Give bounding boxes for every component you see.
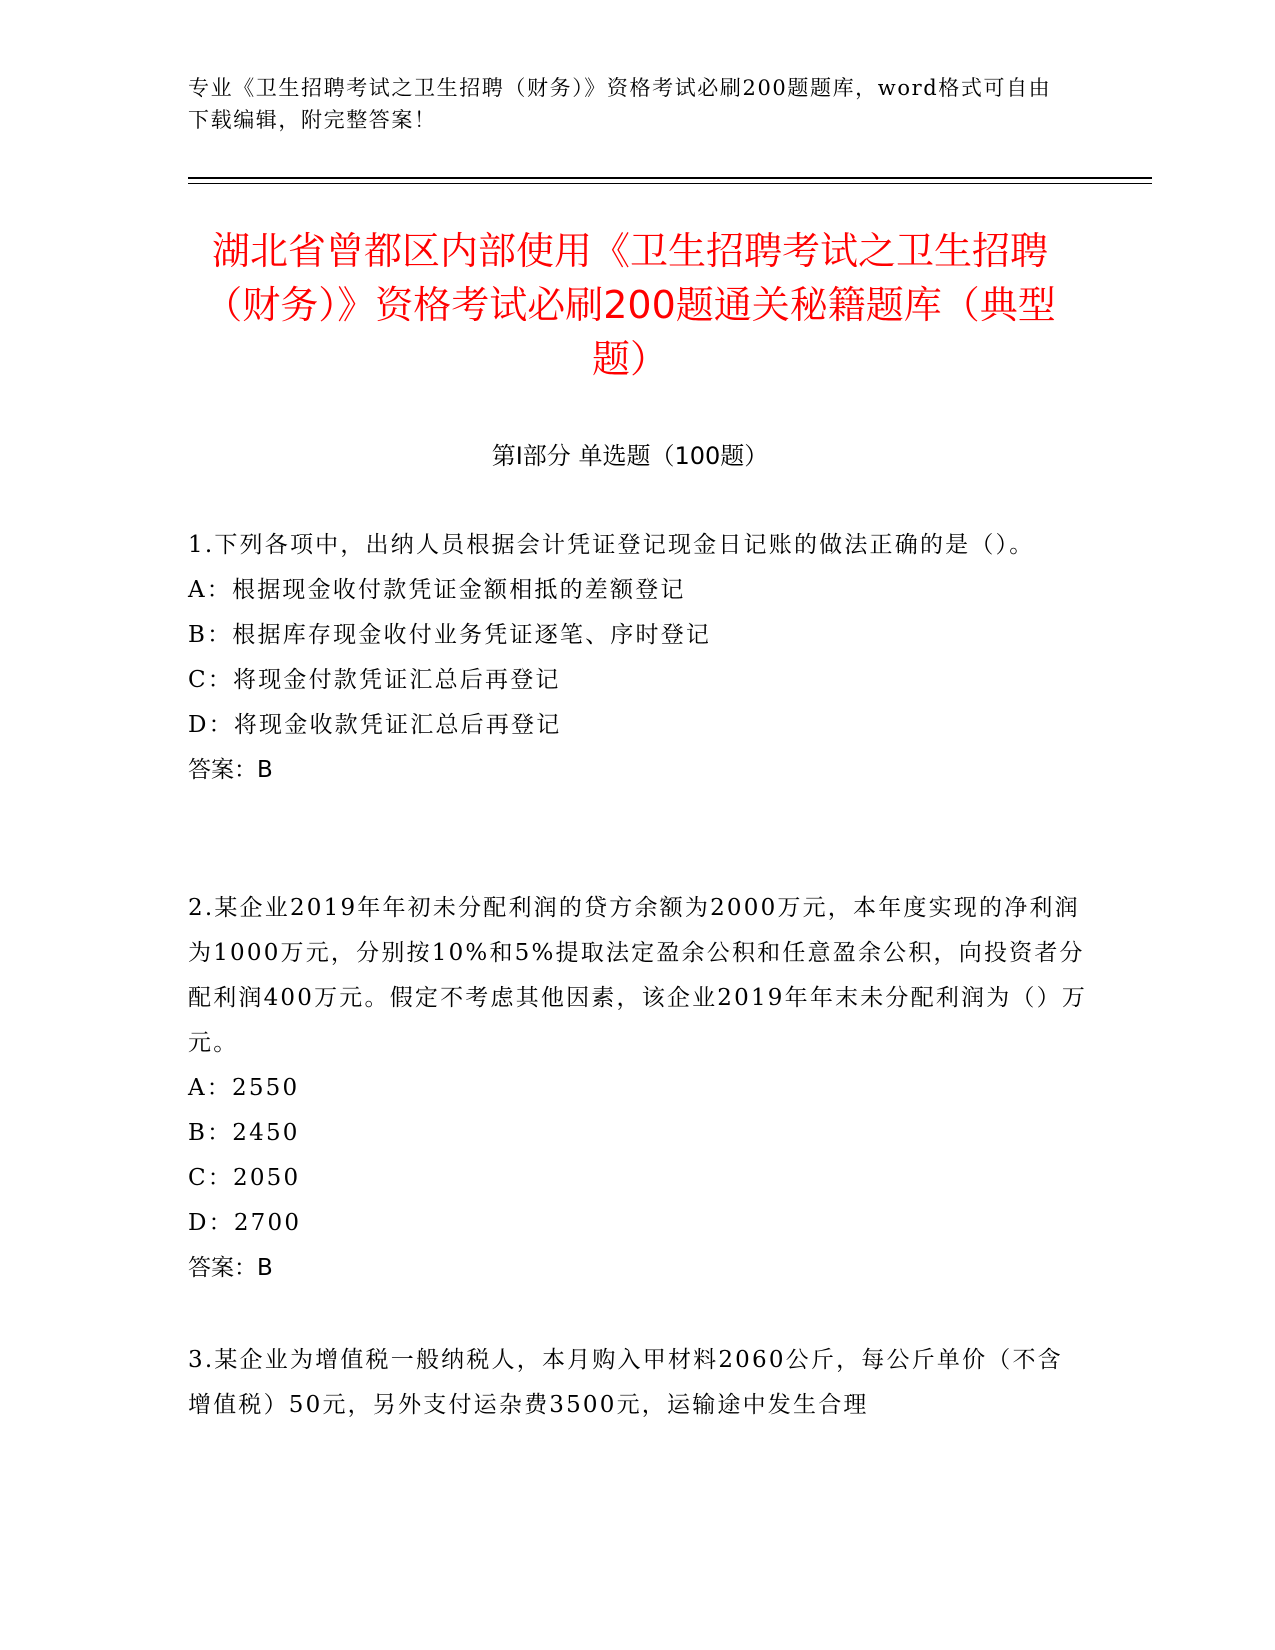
question-stem: 1.下列各项中，出纳人员根据会计凭证登记现金日记账的做法正确的是（）。 — [188, 532, 1035, 558]
section-heading: 第Ⅰ部分 单选题（100题） — [491, 442, 769, 470]
question-block — [188, 523, 1088, 793]
option-c: C：将现金付款凭证汇总后再登记 — [188, 667, 561, 693]
question-block — [188, 886, 1088, 1291]
answer: 答案：B — [188, 1255, 273, 1281]
option-c: C：2050 — [188, 1165, 301, 1191]
question-stem: 2.某企业2019年年初未分配利润的贷方余额为2000万元，本年度实现的净利润为1000万元，分别按10%和5%提取法定盈余公积和任意盈余公积，向投资者分配利润400万元。假定不考虑其他因素，该企业2019年年末未分配利润为（）万元。 — [188, 895, 1088, 1056]
option-b: B：2450 — [188, 1120, 300, 1146]
option-d: D：2700 — [188, 1210, 302, 1236]
document-title: 湖北省曾都区内部使用《卫生招聘考试之卫生招聘（财务）》资格考试必刷200题通关秘籍题库（典型题） — [204, 229, 1056, 381]
option-a: A：根据现金收付款凭证金额相抵的差额登记 — [188, 577, 686, 603]
option-a: A：2550 — [188, 1075, 300, 1101]
header-divider-thin — [188, 183, 1152, 184]
option-d: D：将现金收款凭证汇总后再登记 — [188, 712, 562, 738]
question-stem: 3.某企业为增值税一般纳税人，本月购入甲材料2060公斤，每公斤单价（不含增值税）50元，另外支付运杂费3500元，运输途中发生合理 — [188, 1347, 1063, 1418]
header-note: 专业《卫生招聘考试之卫生招聘（财务）》资格考试必刷200题题库，word格式可自由下载编辑，附完整答案！ — [188, 76, 1052, 132]
question-block — [188, 1338, 1088, 1428]
header-divider-thick — [188, 177, 1152, 179]
option-b: B：根据库存现金收付业务凭证逐笔、序时登记 — [188, 622, 712, 648]
answer: 答案：B — [188, 757, 273, 783]
